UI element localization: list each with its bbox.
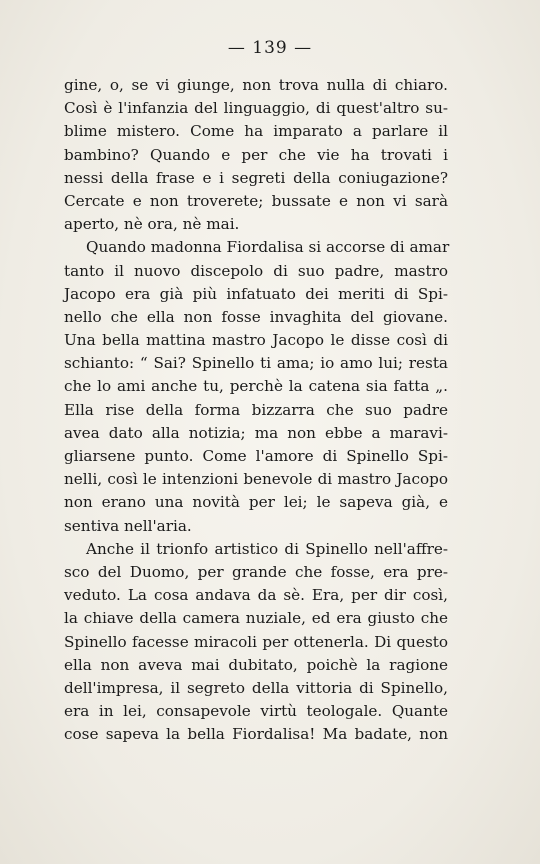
text-line: sentiva nell'aria. bbox=[64, 516, 192, 535]
text-line: la chiave della camera nuziale, ed era giusto che bbox=[64, 609, 448, 628]
page-number: — 139 — bbox=[227, 38, 313, 58]
text-line: Ella rise della forma bizzarra che suo padre bbox=[64, 400, 448, 419]
text-line: non erano una novità per lei; le sapeva già, e bbox=[64, 493, 448, 512]
text-line: Quando madonna Fiordalisa si accorse di amar bbox=[86, 238, 450, 257]
text-line: Jacopo era già più infatuato dei meriti di Spi- bbox=[64, 284, 448, 303]
text-line: nelli, così le intenzioni benevole di mastro Jacopo bbox=[64, 470, 448, 489]
text-line: Così è l'infanzia del linguaggio, di quest'altro su- bbox=[64, 99, 448, 118]
paragraph-2 bbox=[64, 236, 448, 537]
text-line: Spinello facesse miracoli per ottenerla. Di questo bbox=[64, 632, 448, 651]
text-line: nello che ella non fosse invaghita del giovane. bbox=[64, 307, 448, 326]
text-line: gine, o, se vi giunge, non trova nulla di chiaro. bbox=[64, 76, 448, 94]
text-line: era in lei, consapevole virtù teologale. Quante bbox=[64, 702, 448, 721]
text-line: che lo ami anche tu, perchè la catena sia fatta „. bbox=[64, 377, 448, 396]
body-text bbox=[64, 74, 448, 746]
text-line: bambino? Quando e per che vie ha trovati i bbox=[64, 145, 448, 164]
text-line: dell'impresa, il segreto della vittoria di Spinello, bbox=[64, 678, 448, 697]
text-line: Anche il trionfo artistico di Spinello nell'affre- bbox=[86, 539, 448, 558]
text-line: Cercate e non troverete; bussate e non vi sarà bbox=[64, 191, 448, 210]
text-line: sco del Duomo, per grande che fosse, era pre- bbox=[64, 562, 448, 581]
text-line: nessi della frase e i segreti della coniugazione? bbox=[64, 168, 448, 187]
text-line: schianto: “ Sai? Spinello ti ama; io amo lui; resta bbox=[64, 354, 448, 373]
text-line: cose sapeva la bella Fiordalisa! Ma badate, non bbox=[64, 725, 448, 744]
text-line: gliarsene punto. Come l'amore di Spinello Spi- bbox=[64, 447, 448, 465]
text-line: Una bella mattina mastro Jacopo le disse così di bbox=[64, 331, 448, 350]
paragraph-3 bbox=[64, 538, 448, 747]
text-line: ella non aveva mai dubitato, poichè la ragione bbox=[64, 655, 448, 674]
text-line: blime mistero. Come ha imparato a parlare il bbox=[64, 122, 448, 141]
text-line: avea dato alla notizia; ma non ebbe a maravi- bbox=[64, 423, 448, 442]
text-line: aperto, nè ora, nè mai. bbox=[64, 215, 240, 234]
paragraph-1 bbox=[64, 74, 448, 236]
text-line: tanto il nuovo discepolo di suo padre, mastro bbox=[64, 261, 448, 280]
text-line: veduto. La cosa andava da sè. Era, per dir così, bbox=[64, 586, 448, 605]
